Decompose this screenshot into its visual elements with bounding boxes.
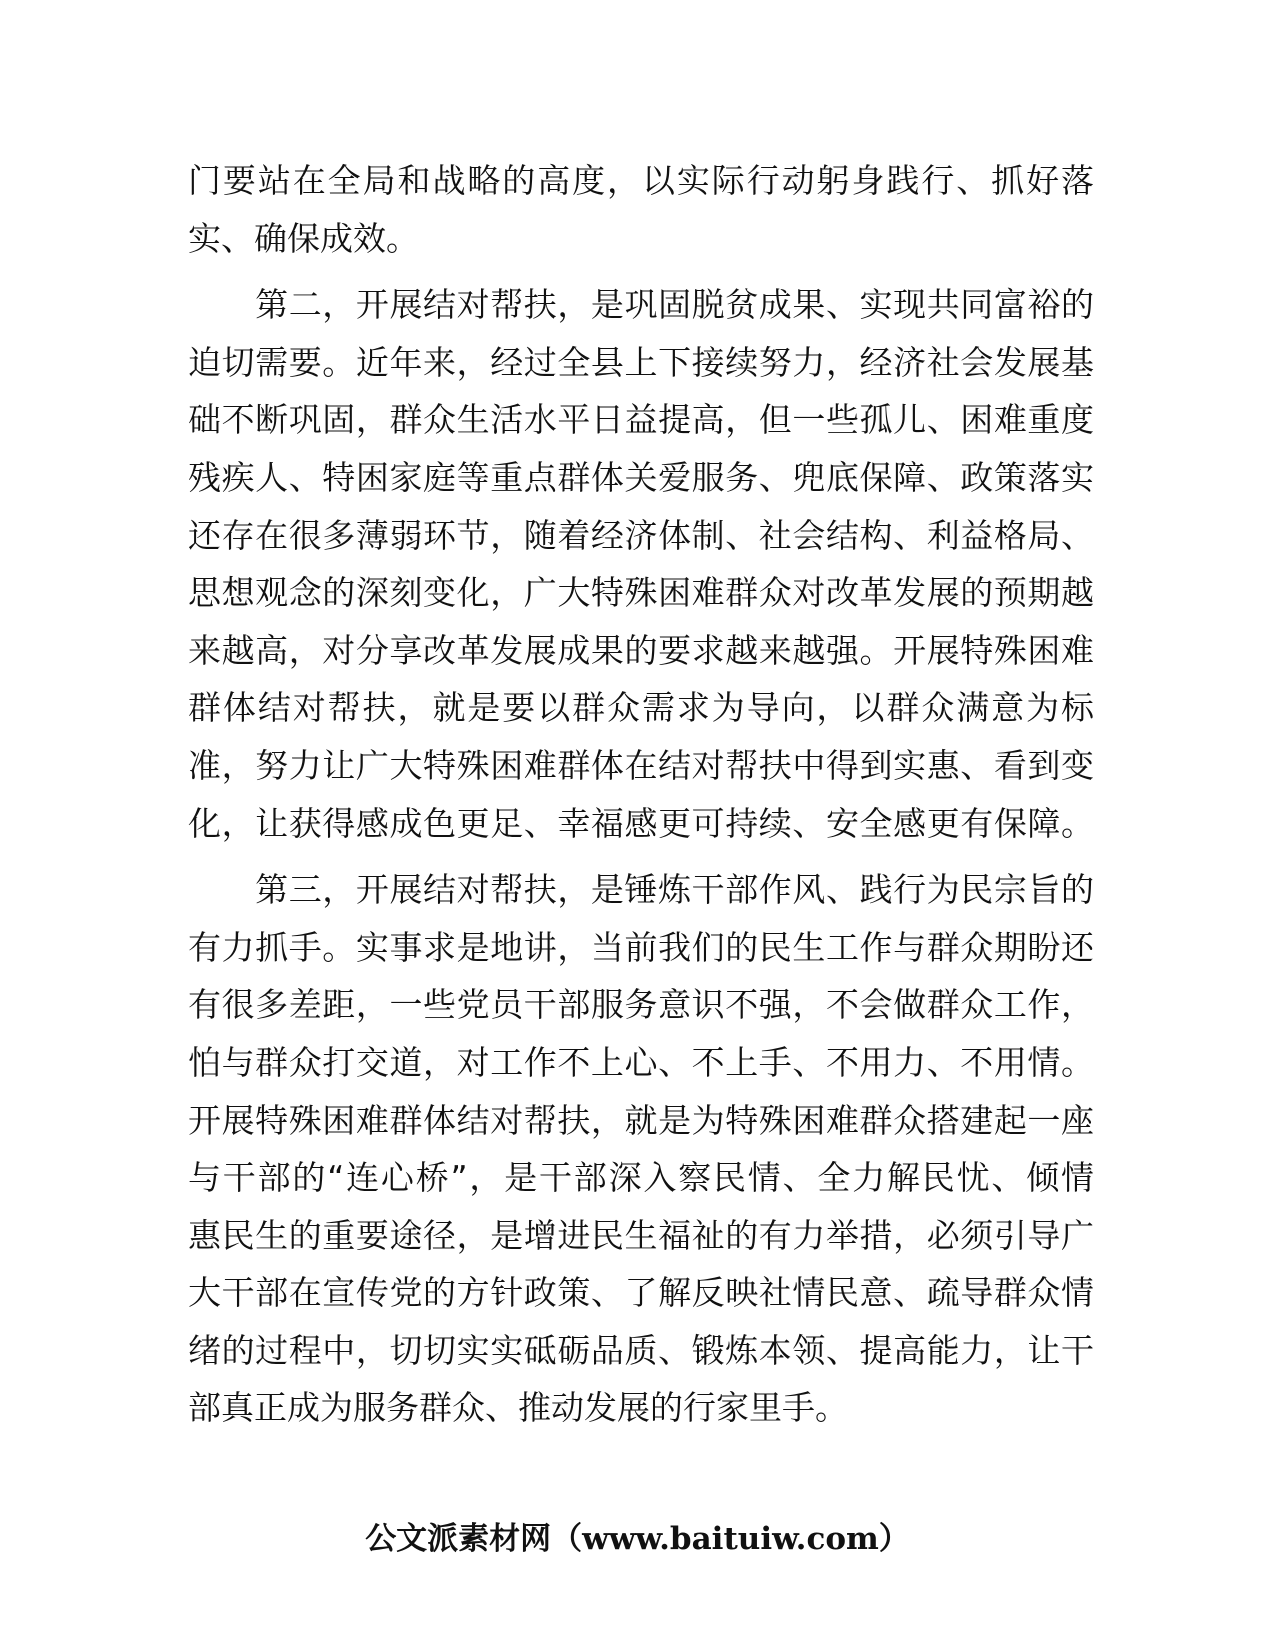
text-line: 准，努力让广大特殊困难群体在结对帮扶中得到实惠、看到变 (188, 745, 1094, 785)
text-line: 怕与群众打交道，对工作不上心、不上手、不用力、不用情。 (188, 1042, 1094, 1082)
text-line: 来越高，对分享改革发展成果的要求越来越强。开展特殊困难 (188, 630, 1094, 670)
text-line: 大干部在宣传党的方针政策、了解反映社情民意、疏导群众情 (188, 1273, 1094, 1313)
text-line: 部真正成为服务群众、推动发展的行家里手。 (188, 1388, 848, 1428)
text-line: 开展特殊困难群体结对帮扶，就是为特殊困难群众搭建起一座 (188, 1100, 1094, 1140)
document-body (188, 152, 1094, 1437)
text-line: 还存在很多薄弱环节，随着经济体制、社会结构、利益格局、 (188, 515, 1094, 555)
text-line: 有力抓手。实事求是地讲，当前我们的民生工作与群众期盼还 (188, 927, 1094, 967)
text-line: 群体结对帮扶，就是要以群众需求为导向，以群众满意为标 (188, 688, 1094, 728)
paragraph-1 (188, 152, 1094, 267)
paragraph-2 (188, 276, 1094, 852)
text-line: 第三，开展结对帮扶，是锤炼干部作风、践行为民宗旨的 (188, 870, 1094, 910)
paragraph-3 (188, 861, 1094, 1437)
text-line: 门要站在全局和战略的高度，以实际行动躬身践行、抓好落 (188, 161, 1094, 200)
text-line: 绪的过程中，切切实实砥砺品质、锻炼本领、提高能力，让干 (188, 1330, 1094, 1370)
text-line: 化，让获得感成色更足、幸福感更可持续、安全感更有保障。 (188, 803, 1094, 843)
text-line: 第二，开展结对帮扶，是巩固脱贫成果、实现共同富裕的 (188, 285, 1094, 325)
footer-watermark: 公文派素材网（www.baituiw.com） (365, 1521, 910, 1557)
text-line: 残疾人、特困家庭等重点群体关爱服务、兜底保障、政策落实 (188, 457, 1094, 497)
text-line: 础不断巩固，群众生活水平日益提高，但一些孤儿、困难重度 (188, 400, 1094, 440)
text-line: 实、确保成效。 (188, 218, 419, 258)
text-line: 迫切需要。近年来，经过全县上下接续努力，经济社会发展基 (188, 342, 1094, 382)
text-line: 思想观念的深刻变化，广大特殊困难群众对改革发展的预期越 (188, 573, 1094, 613)
text-line: 有很多差距，一些党员干部服务意识不强，不会做群众工作， (188, 985, 1094, 1025)
text-line: 惠民生的重要途径，是增进民生福祉的有力举措，必须引导广 (188, 1215, 1094, 1255)
text-line: 与干部的“连心桥”，是干部深入察民情、全力解民忧、倾情 (188, 1158, 1094, 1198)
